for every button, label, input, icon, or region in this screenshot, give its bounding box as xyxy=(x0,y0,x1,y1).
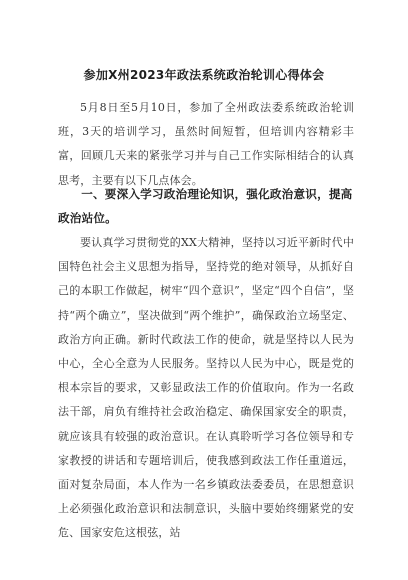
section-paragraph: 要认真学习贯彻党的XX大精神，坚持以习近平新时代中国特色社会主义思想为指导，坚持党的绝对领导，从抓好自己的本职工作做起，树牢“四个意识”，坚定“四个自信”，坚持“两个确立”，坚决做到“两个维护”，确保政治立场坚定、政治方向正确。新时代政法工作的使命，就是坚持以人民为中心，全心全意为人民服务。坚持以人民为中心，既是党的根本宗旨的要求，又彰显政法工作的价值取向。作为一名政法干部，肩负有维持社会政治稳定、确保国家安全的职责，就应该具有较强的政治意识。在认真聆听学习各位领导和专家教授的讲话和专题培训后，使我感到政法工作任重道远，面对复杂局面，本人作为一名乡镇政法委委员，在思想意识上必须强化政治意识和法制意识，头脑中要始终绷紧党的安危、国家安危这根弦，站 xyxy=(58,236,354,540)
intro-paragraph: 5月8日至5月10日，参加了全州政法委系统政治轮训班，3天的培训学习，虽然时间短暂，但培训内容精彩丰富，回顾几天来的紧张学习并与自己工作实际相结合的认真思考，主要有以下几点体会。 xyxy=(58,101,354,187)
section-heading: 一、要深入学习政治理论知识，强化政治意识，提高政治站位。 xyxy=(58,187,353,225)
document-title: 参加X州2023年政法系统政治轮训心得体会 xyxy=(83,68,325,82)
